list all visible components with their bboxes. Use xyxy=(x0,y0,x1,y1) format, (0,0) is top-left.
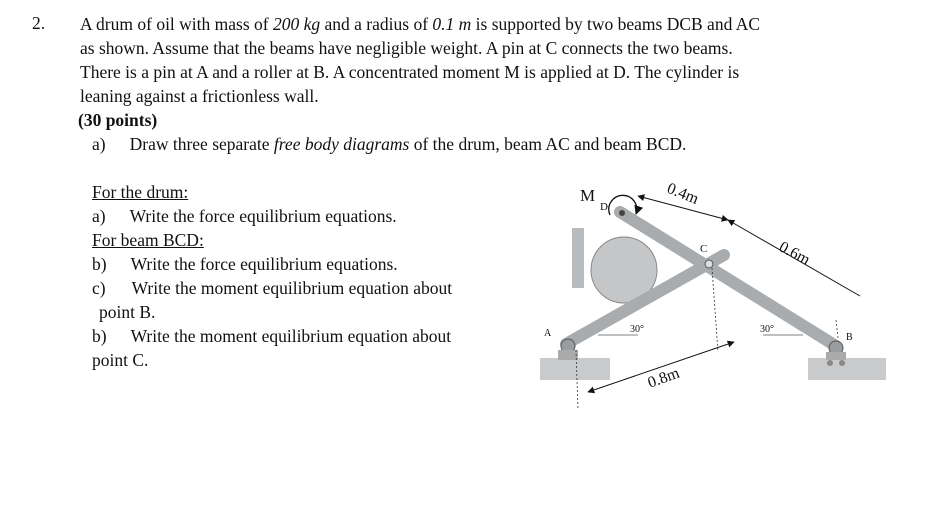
bcd-item-2 xyxy=(92,277,452,299)
bcd-item-1-text: Write the force equilibrium equations. xyxy=(130,254,398,274)
statement-line-1-pre: A drum of oil with mass of xyxy=(80,14,273,34)
bcd-item-1 xyxy=(92,253,398,275)
frictionless-wall xyxy=(572,228,584,288)
label-moment: M xyxy=(580,186,596,205)
bcd-item-3-text: Write the moment equilibrium equation about xyxy=(130,326,452,346)
drum-heading: For the drum: xyxy=(92,182,189,202)
pin-d xyxy=(619,210,625,216)
bcd-item-2-label: c) xyxy=(92,278,106,298)
roller-wheel-1 xyxy=(827,360,833,366)
statement-line-1-mid: and a radius of xyxy=(320,14,433,34)
bcd-item-2-text: Write the moment equilibrium equation about xyxy=(131,278,453,298)
label-dim-04: 0.4m xyxy=(664,179,701,208)
support-a xyxy=(558,350,578,360)
part-a-emph: free body diagrams xyxy=(273,134,410,154)
bcd-heading: For beam BCD: xyxy=(92,230,204,250)
ground-left xyxy=(540,358,610,380)
drum-item-text: Write the force equilibrium equations. xyxy=(129,206,397,226)
part-a-label: a) xyxy=(92,134,106,154)
mass-value: 200 kg xyxy=(272,14,321,34)
label-dim-08: 0.8m xyxy=(645,364,682,392)
label-b: B xyxy=(846,332,853,343)
bcd-item-3-label: b) xyxy=(92,326,107,346)
part-a-pre: Draw three separate xyxy=(129,134,274,154)
pin-c xyxy=(705,260,713,268)
radius-value: 0.1 m xyxy=(432,14,472,34)
drum-item xyxy=(92,205,397,227)
part-a-post: of the drum, beam AC and beam BCD. xyxy=(409,134,687,154)
statement-line-4: leaning against a frictionless wall. xyxy=(80,86,319,106)
label-a: A xyxy=(544,328,552,339)
label-angle-left: 30° xyxy=(630,324,644,335)
label-angle-right: 30° xyxy=(760,324,774,335)
roller-wheel-2 xyxy=(839,360,845,366)
ext-line-b xyxy=(836,320,838,338)
statement-line-3: There is a pin at A and a roller at B. A concentrated moment M is applied at D. The cylinder is xyxy=(80,62,740,82)
label-d: D xyxy=(600,201,608,213)
drum-beam-figure xyxy=(538,170,888,415)
bcd-item-1-label: b) xyxy=(92,254,107,274)
bcd-item-2-cont: point B. xyxy=(99,302,156,322)
statement-line-2: as shown. Assume that the beams have negligible weight. A pin at C connects the two beams. xyxy=(80,38,733,58)
ground-right xyxy=(808,358,886,380)
bcd-item-3 xyxy=(92,325,451,347)
bcd-item-3-cont: point C. xyxy=(92,350,149,370)
part-a-line xyxy=(92,133,686,155)
points-label: (30 points) xyxy=(78,110,158,130)
label-c: C xyxy=(700,243,708,255)
statement-line-1 xyxy=(80,13,760,35)
drum-item-label: a) xyxy=(92,206,106,226)
ext-line-c xyxy=(712,268,718,352)
statement-line-1-post: is supported by two beams DCB and AC xyxy=(471,14,761,34)
support-b xyxy=(826,352,846,360)
problem-number: 2. xyxy=(32,13,46,33)
label-dim-06: 0.6m xyxy=(776,238,813,269)
